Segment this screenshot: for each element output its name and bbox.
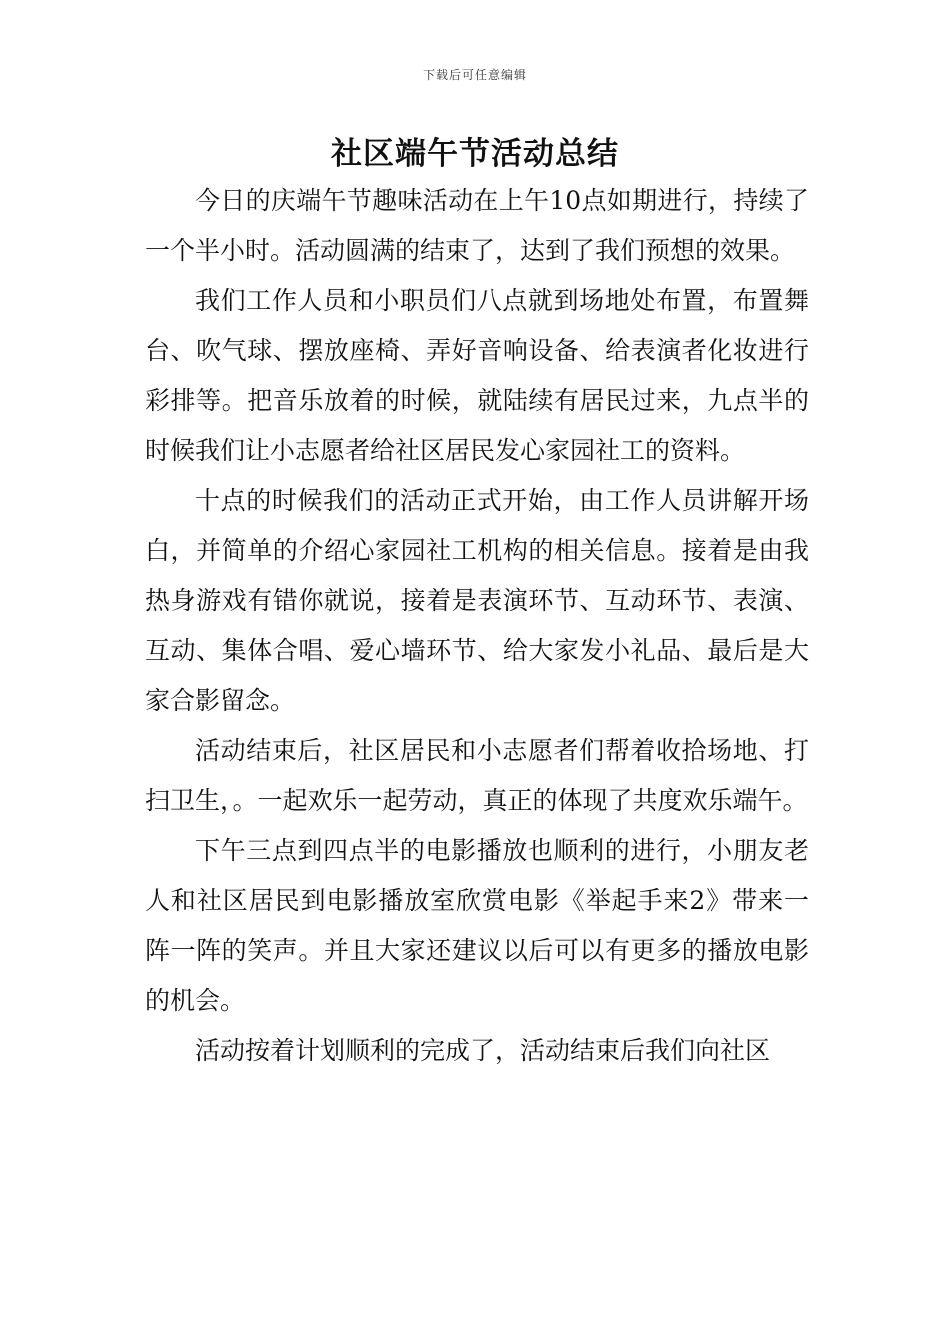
paragraph: 活动结束后，社区居民和小志愿者们帮着收拾场地、打扫卫生，。一起欢乐一起劳动，真正的体现了共度欢乐端午。 <box>145 736 809 815</box>
header-note: 下载后可任意编辑 <box>422 68 527 82</box>
document-body <box>145 176 809 1076</box>
paragraph: 我们工作人员和小职员们八点就到场地处布置，布置舞台、吹气球、摆放座椅、弄好音响设备、给表演者化妆进行彩排等。把音乐放着的时候，就陆续有居民过来，九点半的时候我们让小志愿者给社区居民发心家园社工的资料。 <box>145 286 809 465</box>
paragraph: 下午三点到四点半的电影播放也顺利的进行，小朋友老人和社区居民到电影播放室欣赏电影《举起手来2》带来一阵一阵的笑声。并且大家还建议以后可以有更多的播放电影的机会。 <box>145 836 809 1015</box>
page-title: 社区端午节活动总结 <box>331 136 619 172</box>
paragraph: 十点的时候我们的活动正式开始，由工作人员讲解开场白，并简单的介绍心家园社工机构的相关信息。接着是由我热身游戏有错你就说，接着是表演环节、互动环节、表演、互动、集体合唱、爱心墙环节、给大家发小礼品、最后是大家合影留念。 <box>145 486 809 715</box>
paragraph: 活动按着计划顺利的完成了，活动结束后我们向社区 <box>195 1036 771 1065</box>
paragraph: 今日的庆端午节趣味活动在上午10点如期进行，持续了一个半小时。活动圆满的结束了，达到了我们预想的效果。 <box>145 186 809 265</box>
